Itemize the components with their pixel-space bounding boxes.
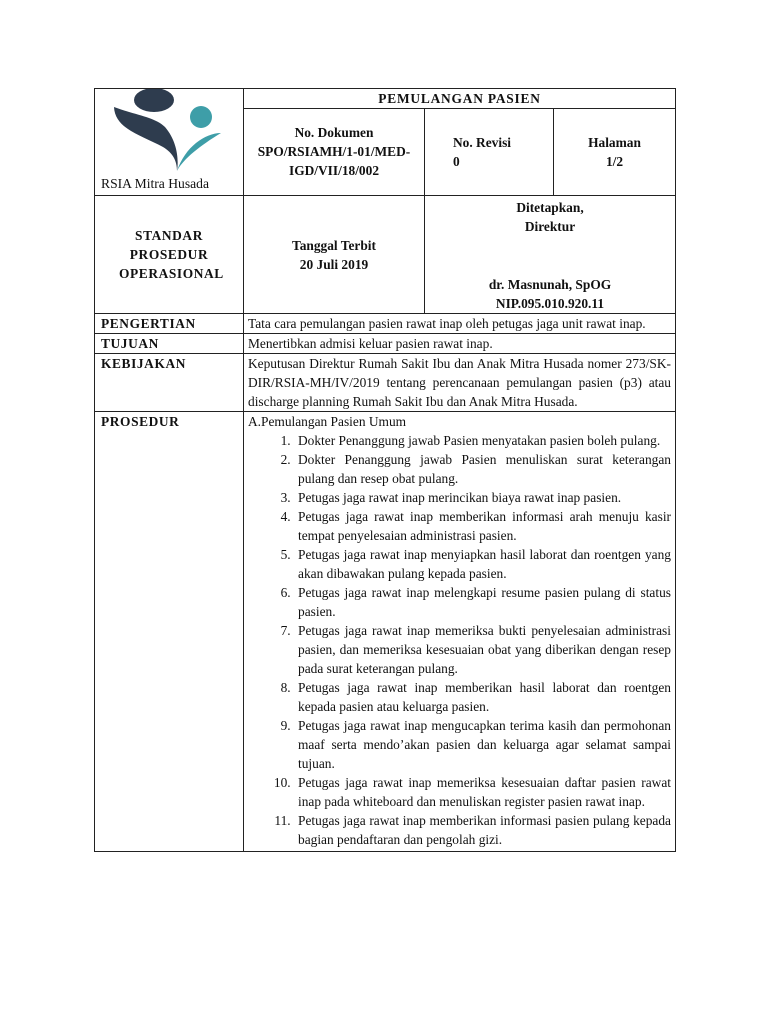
prosedur-step: 5. Petugas jaga rawat inap menyiapkan hasil laborat dan roentgen yang akan dibawakan pulang kepada pasien. <box>294 545 671 583</box>
prosedur-content <box>244 412 676 852</box>
document-number-cell <box>244 109 425 196</box>
issue-date: 20 Juli 2019 <box>299 256 369 272</box>
pengertian-text: Tata cara pemulangan pasien rawat inap oleh petugas jaga unit rawat inap. <box>244 314 676 334</box>
prosedur-step: 11. Petugas jaga rawat inap memberikan informasi pasien pulang kepada bagian pendaftaran dan pengolah gizi. <box>294 811 671 849</box>
prosedur-steps <box>248 431 671 849</box>
prosedur-step: 9. Petugas jaga rawat inap mengucapkan terima kasih dan permohonan maaf serta mendo’akan pasien dan keluarga agar selamat sampai tujuan. <box>294 716 671 773</box>
spo-document-table <box>94 88 676 852</box>
document-number-label: No. Dokumen <box>294 125 374 140</box>
approval-cell <box>425 196 676 314</box>
prosedur-subheading: A.Pemulangan Pasien Umum <box>248 414 407 429</box>
approval-label: Ditetapkan, <box>516 200 584 215</box>
kebijakan-label: KEBIJAKAN <box>95 354 244 412</box>
prosedur-step: 2. Dokter Penanggung jawab Pasien menuliskan surat keterangan pulang dan resep obat pulang. <box>294 450 671 488</box>
revision-cell <box>425 109 554 196</box>
issue-label: Tanggal Terbit <box>292 237 376 253</box>
prosedur-step: 10. Petugas jaga rawat inap memeriksa kesesuaian daftar pasien rawat inap pada whiteboard dan menuliskan register pasien rawat inap. <box>294 773 671 811</box>
hospital-name: RSIA Mitra Husada <box>101 176 209 191</box>
hospital-logo-cell <box>95 89 244 196</box>
prosedur-step: 7. Petugas jaga rawat inap memeriksa bukti penyelesaian administrasi pasien, dan memeriksa kesesuaian obat yang diberikan dengan resep pada surat keterangan pulang. <box>294 621 671 678</box>
pengertian-label: PENGERTIAN <box>95 314 244 334</box>
prosedur-step: 6. Petugas jaga rawat inap melengkapi resume pasien pulang di status pasien. <box>294 583 671 621</box>
document-number-value: SPO/RSIAMH/1-01/MED-IGD/VII/18/002 <box>257 144 411 178</box>
signer-nip: NIP.095.010.920.11 <box>495 296 605 311</box>
page-number-cell <box>554 109 676 196</box>
page-value: 1/2 <box>605 154 624 169</box>
kebijakan-text: Keputusan Direktur Rumah Sakit Ibu dan Anak Mitra Husada nomer 273/SK-DIR/RSIA-MH/IV/2019 tentang perencanaan pemulangan pasien (p3) atau discharge planning Rumah Sakit Ibu dan Anak Mitra Husada. <box>244 354 676 412</box>
signer-name: dr. Masnunah, SpOG <box>488 277 612 292</box>
revision-label: No. Revisi <box>453 135 512 150</box>
prosedur-step: 3. Petugas jaga rawat inap merincikan biaya rawat inap pasien. <box>294 488 671 507</box>
prosedur-label: PROSEDUR <box>95 412 244 852</box>
spo-type-label: STANDAR PROSEDUR OPERASIONAL <box>95 196 244 314</box>
prosedur-step: 8. Petugas jaga rawat inap memberikan hasil laborat dan roentgen kepada pasien atau keluarga pasien. <box>294 678 671 716</box>
document-title: PEMULANGAN PASIEN <box>244 89 676 109</box>
issue-date-cell <box>244 196 425 314</box>
hospital-logo-icon <box>111 89 221 173</box>
page-label: Halaman <box>588 135 641 150</box>
prosedur-step: 1. Dokter Penanggung jawab Pasien menyatakan pasien boleh pulang. <box>294 431 671 450</box>
prosedur-step: 4. Petugas jaga rawat inap memberikan informasi arah menuju kasir tempat penyelesaian administrasi pasien. <box>294 507 671 545</box>
tujuan-label: TUJUAN <box>95 334 244 354</box>
revision-value: 0 <box>453 154 460 169</box>
approval-role: Direktur <box>524 219 576 234</box>
tujuan-text: Menertibkan admisi keluar pasien rawat inap. <box>244 334 676 354</box>
